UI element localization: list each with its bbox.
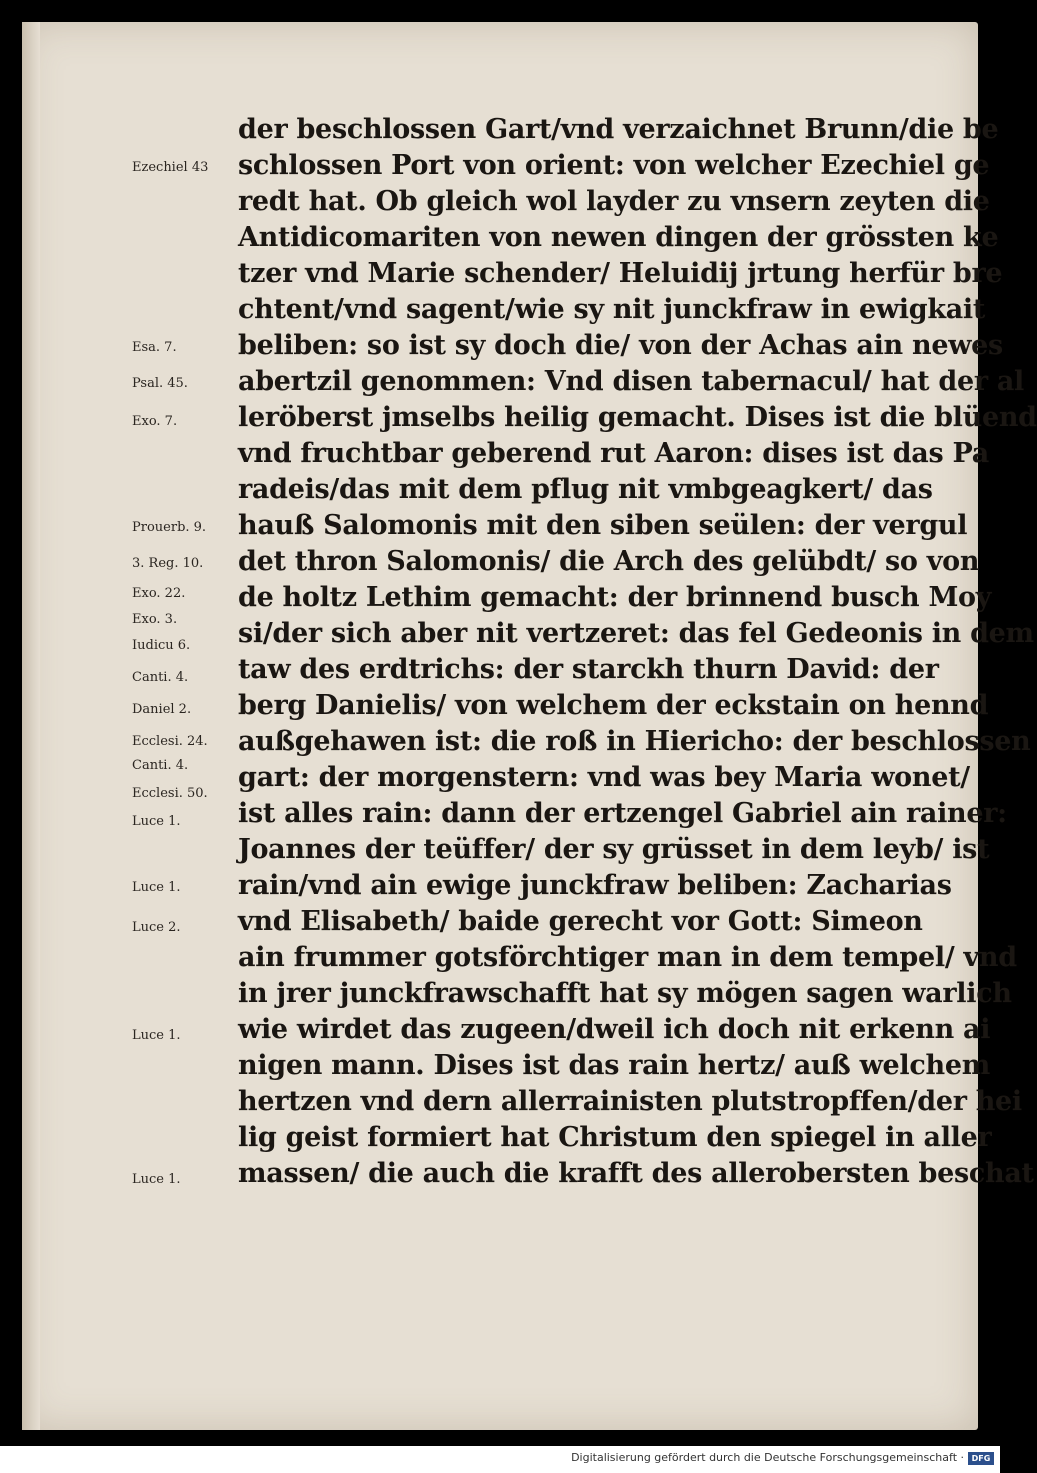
text-line: hertzen vnd dern allerrainisten plutstropffen/der hei	[238, 1086, 1022, 1117]
margin-note: Exo. 3.	[132, 612, 178, 627]
margin-note: Canti. 4.	[132, 758, 189, 773]
text-line: außgehawen ist: die roß in Hiericho: der beschlossen	[238, 726, 1031, 757]
page-spine-shadow	[22, 22, 40, 1430]
text-line: tzer vnd Marie schender/ Heluidij jrtung herfür bre	[238, 258, 1003, 289]
margin-note: Canti. 4.	[132, 670, 189, 685]
text-line: de holtz Lethim gemacht: der brinnend busch Moy	[238, 582, 992, 613]
margin-note: Luce 1.	[132, 1028, 181, 1043]
text-line: Antidicomariten von newen dingen der grössten ke	[238, 222, 999, 253]
text-line: redt hat. Ob gleich wol layder zu vnsern zeyten die	[238, 186, 990, 217]
text-line: in jrer junckfrawschafft hat sy mögen sagen warlich	[238, 978, 1012, 1009]
text-line: rain/vnd ain ewige junckfraw beliben: Zacharias	[238, 870, 952, 901]
margin-note: Luce 1.	[132, 880, 181, 895]
margin-note: Daniel 2.	[132, 702, 192, 717]
text-line: radeis/das mit dem pflug nit vmbgeagkert/ das	[238, 474, 933, 505]
text-line: ist alles rain: dann der ertzengel Gabriel ain rainer:	[238, 798, 1007, 829]
text-line: ain frummer gotsförchtiger man in dem tempel/ vnd	[238, 942, 1017, 973]
margin-note: Iudicu 6.	[132, 638, 191, 653]
margin-note: Prouerb. 9.	[132, 520, 207, 535]
text-line: det thron Salomonis/ die Arch des gelübdt/ so von	[238, 546, 980, 577]
dfg-logo-icon: DFG	[968, 1452, 994, 1465]
margin-note: Exo. 22.	[132, 586, 186, 601]
text-line: berg Danielis/ von welchem der eckstain on hennd	[238, 690, 989, 721]
text-line: chtent/vnd sagent/wie sy nit junckfraw in ewigkait	[238, 294, 986, 325]
margin-note: 3. Reg. 10.	[132, 556, 204, 571]
text-line: massen/ die auch die krafft des allerobersten beschat	[238, 1158, 1034, 1189]
text-line: nigen mann. Dises ist das rain hertz/ auß welchem	[238, 1050, 990, 1081]
margin-note: Luce 1.	[132, 1172, 181, 1187]
text-line: si/der sich aber nit vertzeret: das fel Gedeonis in dem	[238, 618, 1034, 649]
text-line: leröberst jmselbs heilig gemacht. Dises ist die blüend	[238, 402, 1037, 433]
text-line: vnd Elisabeth/ baide gerecht vor Gott: Simeon	[238, 906, 923, 937]
margin-note: Ezechiel 43	[132, 160, 209, 175]
margin-note: Luce 1.	[132, 814, 181, 829]
text-line: vnd fruchtbar geberend rut Aaron: dises ist das Pa	[238, 438, 989, 469]
margin-note: Exo. 7.	[132, 414, 178, 429]
margin-note: Luce 2.	[132, 920, 181, 935]
text-line: abertzil genommen: Vnd disen tabernacul/ hat der al	[238, 366, 1024, 397]
footer-credit-text: Digitalisierung gefördert durch die Deutsche Forschungsgemeinschaft ·	[571, 1451, 964, 1464]
margin-note: Psal. 45.	[132, 376, 188, 391]
text-line: gart: der morgenstern: vnd was bey Maria wonet/	[238, 762, 970, 793]
text-line: der beschlossen Gart/vnd verzaichnet Brunn/die be	[238, 114, 999, 145]
margin-note: Ecclesi. 50.	[132, 786, 208, 801]
text-line: lig geist formiert hat Christum den spiegel in aller	[238, 1122, 992, 1153]
text-line: Joannes der teüffer/ der sy grüsset in dem leyb/ ist	[238, 834, 990, 865]
text-line: wie wirdet das zugeen/dweil ich doch nit erkenn ai	[238, 1014, 991, 1045]
text-line: schlossen Port von orient: von welcher Ezechiel ge	[238, 150, 990, 181]
margin-note: Ecclesi. 24.	[132, 734, 208, 749]
text-line: beliben: so ist sy doch die/ von der Achas ain newes	[238, 330, 1003, 361]
margin-note: Esa. 7.	[132, 340, 177, 355]
digitization-footer	[0, 1446, 1000, 1473]
text-line: hauß Salomonis mit den siben seülen: der vergul	[238, 510, 968, 541]
text-line: taw des erdtrichs: der starckh thurn David: der	[238, 654, 939, 685]
